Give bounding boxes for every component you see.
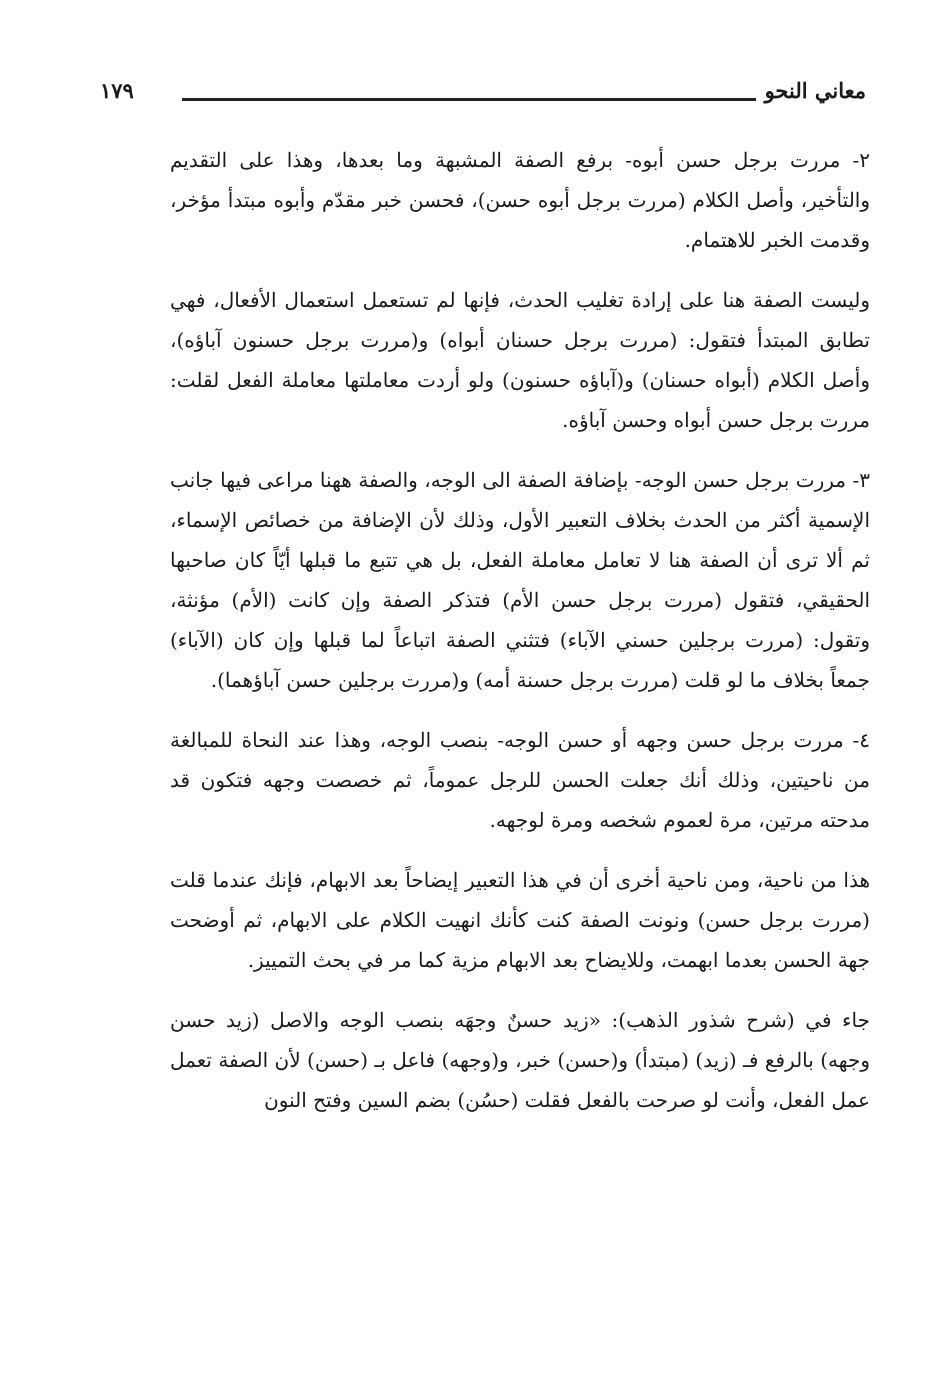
paragraph-6: جاء في (شرح شذور الذهب): «زيد حسنٌ وجهَه بنصب الوجه والاصل (زيد حسن وجهه) بالرفع فـ (زيد) (مبتدأ) و(حسن) خبر، و(وجهه) فاعل بـ (حسن) لأن الصفة تعمل عمل الفعل، وأنت لو صرحت بالفعل فقلت (حسُن) بضم السين وفتح النون xyxy=(170,1008,870,1112)
paragraph-2: وليست الصفة هنا على إرادة تغليب الحدث، فإنها لم تستعمل استعمال الأفعال، فهي تطابق المبتدأ فتقول: (مررت برجل حسنان أبواه) و(مررت برجل حسنون آباؤه)، وأصل الكلام (أبواه حسنان) و(آباؤه حسنون) ولو أردت معاملتها معاملة الفعل لقلت: مررت برجل حسن أبواه وحسن آباؤه. xyxy=(170,288,870,432)
book-title: معاني النحو xyxy=(764,78,866,103)
paragraph-5: هذا من ناحية، ومن ناحية أخرى أن في هذا التعبير إيضاحاً بعد الابهام، فإنك عندما قلت (مررت برجل حسن) ونونت الصفة كنت كأنك انهيت الكلام على الابهام، ثم أوضحت جهة الحسن بعدما ابهمت، وللايضاح بعد الابهام مزية كما مر في بحث التمييز. xyxy=(170,868,870,972)
page-body xyxy=(170,140,870,1136)
running-header xyxy=(100,78,866,118)
paragraph-4: ٤- مررت برجل حسن وجهه أو حسن الوجه- بنصب الوجه، وهذا عند النحاة للمبالغة من ناحيتين، وذلك أنك جعلت الحسن للرجل عموماً، ثم خصصت وجهه فتكون قد مدحته مرتين، مرة لعموم شخصه ومرة لوجهه. xyxy=(170,728,870,832)
paragraph-3: ٣- مررت برجل حسن الوجه- بإضافة الصفة الى الوجه، والصفة ههنا مراعى فيها جانب الإسمية أكثر من الحدث بخلاف التعبير الأول، وذلك لأن الإضافة من خصائص الإسماء، ثم ألا ترى أن الصفة هنا لا تعامل معاملة الفعل، بل هي تتبع ما قبلها أيّاً كان صاحبها الحقيقي، فتقول (مررت برجل حسن الأم) فتذكر الصفة وإن كانت (الأم) مؤنثة، وتقول: (مررت برجلين حسني الآباء) فتثني الصفة اتباعاً لما قبلها وإن كان (الآباء) جمعاً بخلاف ما لو قلت (مررت برجل حسنة أمه) و(مررت برجلين حسن آباؤهما). xyxy=(170,468,871,692)
page-number: ١٧٩ xyxy=(100,78,134,103)
header-rule xyxy=(182,98,756,101)
paragraph-1: ٢- مررت برجل حسن أبوه- برفع الصفة المشبهة وما بعدها، وهذا على التقديم والتأخير، وأصل الكلام (مررت برجل أبوه حسن)، فحسن خبر مقدّم وأبوه مبتدأ مؤخر، وقدمت الخبر للاهتمام. xyxy=(170,148,870,252)
